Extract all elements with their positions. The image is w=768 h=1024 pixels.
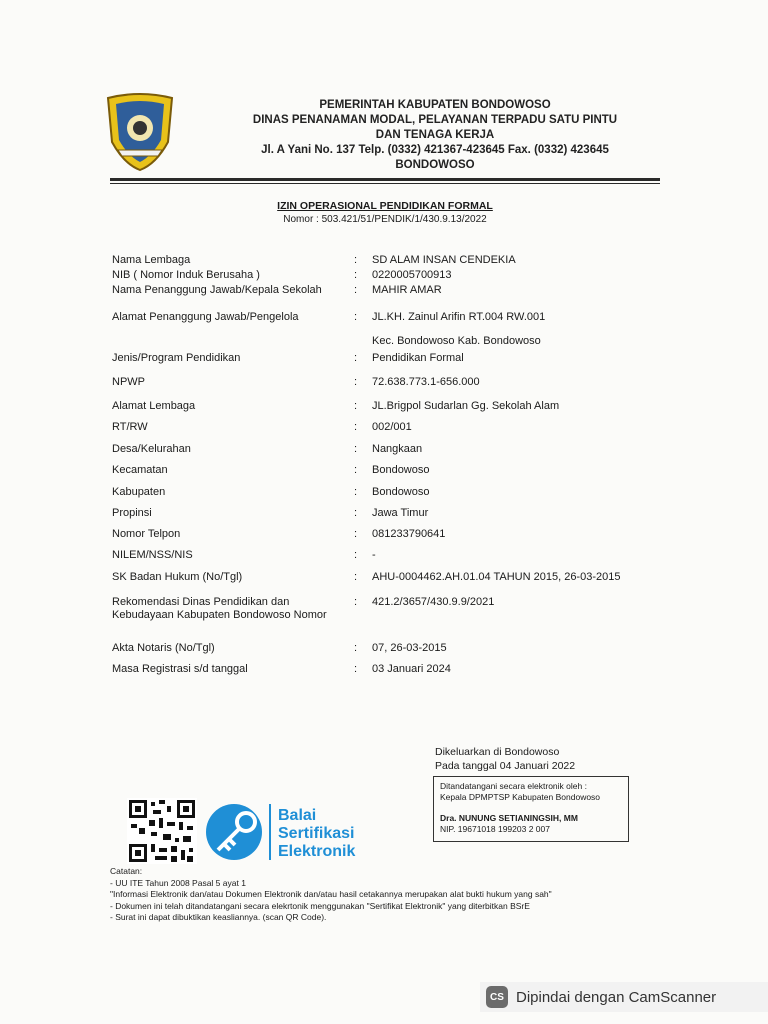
letterhead-address: Jl. A Yani No. 137 Telp. (0332) 421367-423645 Fax. (0332) 423645 xyxy=(261,144,609,156)
field-label: SK Badan Hukum (No/Tgl) xyxy=(112,571,243,583)
notes-title: Catatan: xyxy=(110,866,143,876)
field-value: 07, 26-03-2015 xyxy=(372,642,447,654)
field-colon: : xyxy=(354,443,358,455)
qr-code-icon[interactable] xyxy=(127,798,197,864)
header-divider-thick xyxy=(110,178,660,181)
bsre-line-3: Elektronik xyxy=(278,843,356,860)
field-colon: : xyxy=(354,528,358,540)
field-value: 72.638.773.1-656.000 xyxy=(372,376,480,388)
camscanner-watermark xyxy=(480,982,768,1012)
field-colon: : xyxy=(354,486,358,498)
bsre-line-2: Sertifikasi xyxy=(278,825,355,842)
issued-place: Dikeluarkan di Bondowoso xyxy=(435,746,560,758)
field-label: NIB ( Nomor Induk Berusaha ) xyxy=(112,269,260,281)
signature-line-1: Ditandatangani secara elektronik oleh : xyxy=(440,781,587,791)
letterhead xyxy=(200,98,670,173)
issued-block xyxy=(435,745,575,773)
field-label: Desa/Kelurahan xyxy=(112,443,191,455)
field-value: Pendidikan Formal xyxy=(372,352,464,364)
field-value: Nangkaan xyxy=(372,443,423,455)
signer-nip: NIP. 19671018 199203 2 007 xyxy=(440,824,550,834)
field-label: Alamat Lembaga xyxy=(112,400,196,412)
field-colon: : xyxy=(354,642,358,654)
field-colon: : xyxy=(354,663,358,675)
field-label: Jenis/Program Pendidikan xyxy=(112,352,241,364)
field-colon: : xyxy=(354,254,358,266)
field-label: Propinsi xyxy=(112,507,152,519)
field-colon: : xyxy=(354,311,358,323)
field-colon: : xyxy=(354,284,358,296)
field-label: Nama Lembaga xyxy=(112,254,191,266)
field-value: SD ALAM INSAN CENDEKIA xyxy=(372,254,516,266)
field-label: Alamat Penanggung Jawab/Pengelola xyxy=(112,311,299,323)
field-value: - xyxy=(372,549,376,561)
letterhead-line-3: DAN TENAGA KERJA xyxy=(375,129,495,141)
field-value: Jawa Timur xyxy=(372,507,429,519)
field-label: Kabupaten xyxy=(112,486,166,498)
field-value: 002/001 xyxy=(372,421,412,433)
field-colon: : xyxy=(354,464,358,476)
issued-date: Pada tanggal 04 Januari 2022 xyxy=(435,760,576,772)
camscanner-icon: CS xyxy=(486,986,508,1008)
signer-name: Dra. NUNUNG SETIANINGSIH, MM xyxy=(440,813,578,823)
field-value: 421.2/3657/430.9.9/2021 xyxy=(372,596,495,608)
camscanner-text: Dipindai dengan CamScanner xyxy=(516,988,717,1006)
field-label: NPWP xyxy=(112,376,145,388)
field-colon: : xyxy=(354,352,358,364)
field-label: NILEM/NSS/NIS xyxy=(112,549,193,561)
electronic-signature-box xyxy=(433,776,629,842)
field-value: JL.KH. Zainul Arifin RT.004 RW.001 xyxy=(372,311,546,323)
field-value: Bondowoso xyxy=(372,486,430,498)
field-value: 0220005700913 xyxy=(372,269,452,281)
bsre-logo xyxy=(202,800,382,864)
signature-line-2: Kepala DPMPTSP Kabupaten Bondowoso xyxy=(440,792,601,802)
field-colon: : xyxy=(354,269,358,281)
field-value: 03 Januari 2024 xyxy=(372,663,451,675)
note-item: - Surat ini dapat dibuktikan keasliannya. (scan QR Code). xyxy=(110,912,327,922)
bondowoso-seal-logo xyxy=(104,92,176,172)
field-colon: : xyxy=(354,596,358,608)
note-item: - UU ITE Tahun 2008 Pasal 5 ayat 1 xyxy=(110,877,246,888)
note-item: "Informasi Elektronik dan/atau Dokumen Elektronik dan/atau hasil cetakannya merupakan alat bukti hukum yang sah" xyxy=(110,889,552,899)
field-label: Nomor Telpon xyxy=(112,528,181,540)
field-label: Masa Registrasi s/d tanggal xyxy=(112,663,248,675)
field-colon: : xyxy=(354,571,358,583)
field-label: Rekomendasi Dinas Pendidikan dan Kebudayaan Kabupaten Bondowoso Nomor xyxy=(112,596,327,621)
field-value: 081233790641 xyxy=(372,528,446,540)
letterhead-line-2: DINAS PENANAMAN MODAL, PELAYANAN TERPADU SATU PINTU xyxy=(252,114,618,126)
field-colon: : xyxy=(354,549,358,561)
field-colon: : xyxy=(354,400,358,412)
document-number: Nomor : 503.421/51/PENDIK/1/430.9.13/2022 xyxy=(283,214,487,225)
field-colon: : xyxy=(354,376,358,388)
document-title: IZIN OPERASIONAL PENDIDIKAN FORMAL xyxy=(277,200,493,212)
field-value: Bondowoso xyxy=(372,464,430,476)
field-colon: : xyxy=(354,421,358,433)
field-label: Akta Notaris (No/Tgl) xyxy=(112,642,215,654)
letterhead-line-1: PEMERINTAH KABUPATEN BONDOWOSO xyxy=(319,99,551,111)
field-value: JL.Brigpol Sudarlan Gg. Sekolah Alam xyxy=(372,400,560,412)
notes-block xyxy=(110,866,670,924)
field-colon: : xyxy=(354,507,358,519)
field-value: AHU-0004462.AH.01.04 TAHUN 2015, 26-03-2015 xyxy=(372,571,621,583)
header-divider-thin xyxy=(110,183,660,184)
bsre-line-1: Balai xyxy=(278,807,317,824)
field-label: Nama Penanggung Jawab/Kepala Sekolah xyxy=(112,284,322,296)
field-value: MAHIR AMAR xyxy=(372,284,442,296)
field-label: RT/RW xyxy=(112,421,148,433)
letterhead-city: BONDOWOSO xyxy=(395,159,475,171)
field-value-line-2: Kec. Bondowoso Kab. Bondowoso xyxy=(372,335,541,347)
note-item: - Dokumen ini telah ditandatangani secara elekrtonik menggunakan "Sertifikat Elektronik" yang diterbitkan BSrE xyxy=(110,900,530,911)
field-label: Kecamatan xyxy=(112,464,168,476)
